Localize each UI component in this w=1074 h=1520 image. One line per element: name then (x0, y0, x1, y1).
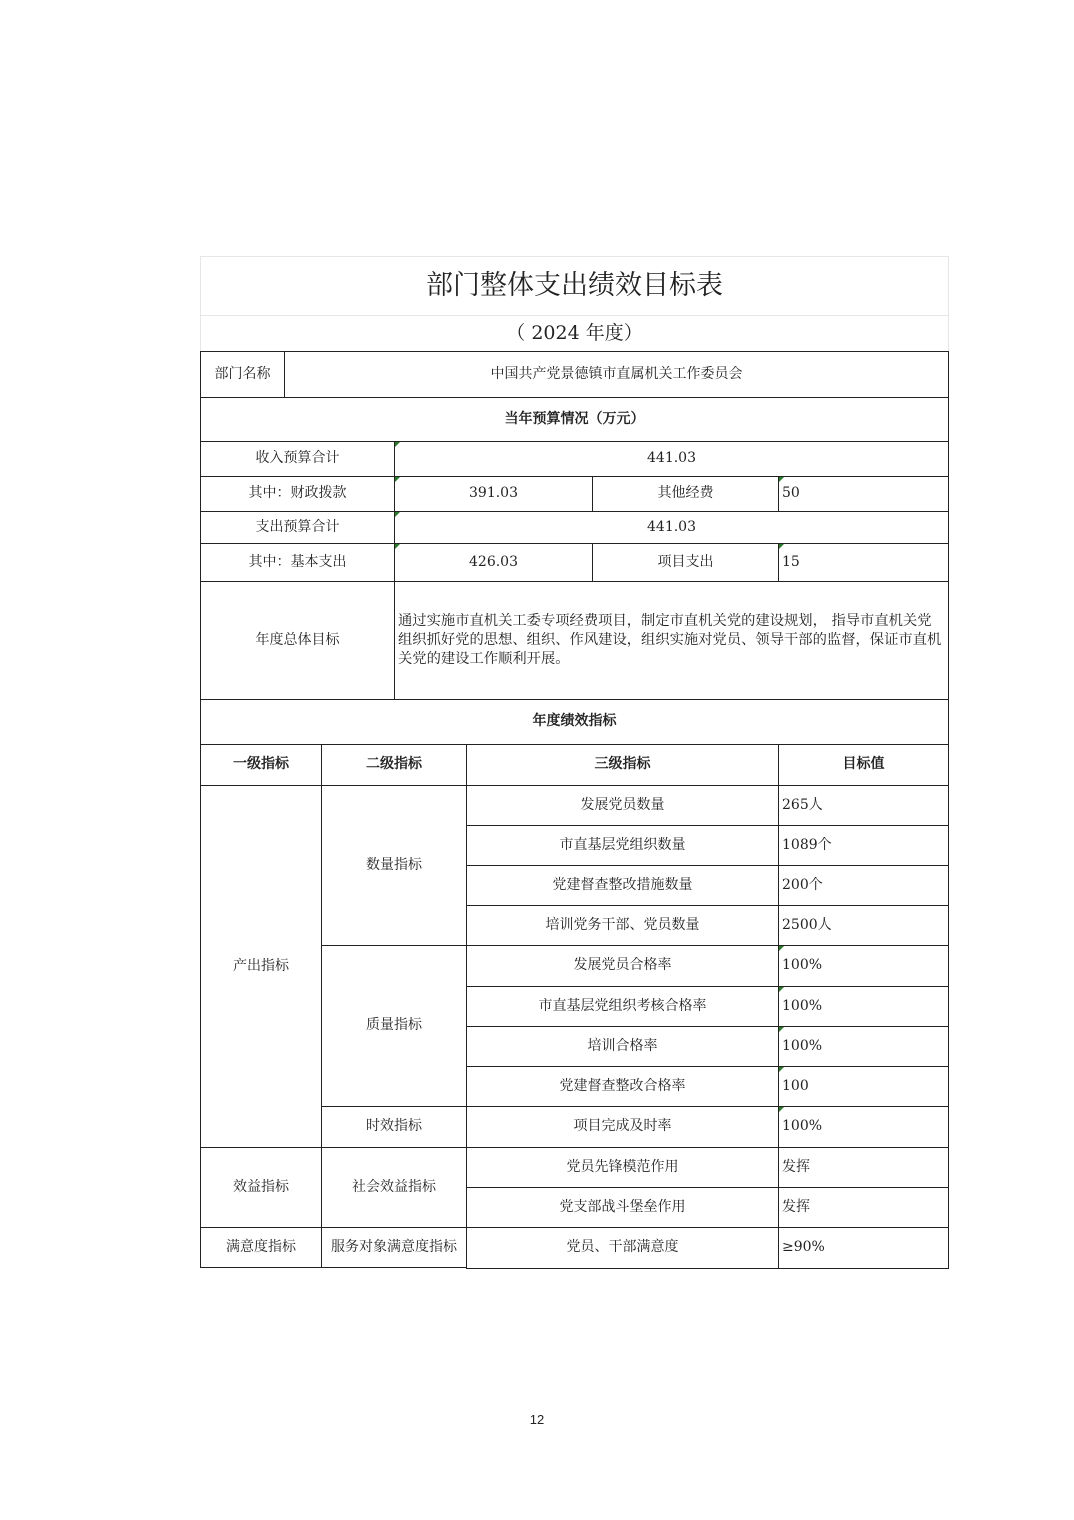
indicator-target-value: 100% (778, 945, 949, 987)
indicator-name: 项目完成及时率 (466, 1106, 779, 1148)
basic-label: 其中：基本支出 (200, 543, 395, 582)
indicator-name: 市直基层党组织考核合格率 (466, 986, 779, 1027)
level2-service: 服务对象满意度指标 (321, 1227, 467, 1268)
indicator-target-value: 100% (778, 1106, 949, 1148)
table-year: （ 2024 年度） (200, 315, 949, 352)
col-header-level2: 二级指标 (321, 744, 467, 786)
goal-text: 通过实施市直机关工委专项经费项目，制定市直机关党的建设规划， 指导市直机关党组织抓好党的思想、组织、作风建设，组织实施对党员、领导干部的监督，保证市直机关党的建设工作顺利开展。 (394, 581, 949, 700)
budget-header: 当年预算情况（万元） (200, 397, 949, 442)
indicator-name: 党支部战斗堡垒作用 (466, 1187, 779, 1228)
level2-social: 社会效益指标 (321, 1147, 467, 1228)
indicator-target-value: 200个 (778, 865, 949, 906)
page-number: 12 (529, 1412, 545, 1427)
other-value: 50 (778, 476, 949, 512)
level1-benefit: 效益指标 (200, 1147, 322, 1228)
indicator-target-value: ≥90% (778, 1227, 949, 1269)
indicator-target-value: 100% (778, 1026, 949, 1067)
indicator-name: 发展党员数量 (466, 785, 779, 826)
indicator-target-value: 发挥 (778, 1187, 949, 1228)
expense-total: 441.03 (394, 511, 949, 544)
fiscal-value: 391.03 (394, 476, 593, 512)
level2-quantity: 数量指标 (321, 785, 467, 946)
indicator-name: 发展党员合格率 (466, 945, 779, 987)
project-value: 15 (778, 543, 949, 582)
indicator-target-value: 发挥 (778, 1147, 949, 1188)
col-header-level3: 三级指标 (466, 744, 779, 786)
dept-name: 中国共产党景德镇市直属机关工作委员会 (284, 351, 949, 398)
level2-timeliness: 时效指标 (321, 1106, 467, 1148)
table-title: 部门整体支出绩效目标表 (200, 256, 949, 316)
level1-satisfaction: 满意度指标 (200, 1227, 322, 1268)
dept-label: 部门名称 (200, 351, 285, 398)
fiscal-label: 其中：财政拨款 (200, 476, 395, 512)
indicator-target-value: 2500人 (778, 905, 949, 946)
income-label: 收入预算合计 (200, 441, 395, 477)
other-label: 其他经费 (592, 476, 779, 512)
perf-header: 年度绩效指标 (200, 699, 949, 745)
indicator-name: 市直基层党组织数量 (466, 825, 779, 866)
level2-quality: 质量指标 (321, 945, 467, 1107)
income-total: 441.03 (394, 441, 949, 477)
indicator-target-value: 265人 (778, 785, 949, 826)
indicator-name: 培训合格率 (466, 1026, 779, 1067)
col-header-target: 目标值 (778, 744, 949, 786)
indicator-name: 培训党务干部、党员数量 (466, 905, 779, 946)
indicator-target-value: 1089个 (778, 825, 949, 866)
indicator-name: 党建督查整改合格率 (466, 1066, 779, 1107)
indicator-target-value: 100 (778, 1066, 949, 1107)
project-label: 项目支出 (592, 543, 779, 582)
col-header-level1: 一级指标 (200, 744, 322, 786)
indicator-target-value: 100% (778, 986, 949, 1027)
indicator-name: 党建督查整改措施数量 (466, 865, 779, 906)
basic-value: 426.03 (394, 543, 593, 582)
indicator-name: 党员先锋模范作用 (466, 1147, 779, 1188)
expense-label: 支出预算合计 (200, 511, 395, 544)
level1-output: 产出指标 (200, 785, 322, 1148)
indicator-name: 党员、干部满意度 (466, 1227, 779, 1269)
goal-label: 年度总体目标 (200, 581, 395, 700)
